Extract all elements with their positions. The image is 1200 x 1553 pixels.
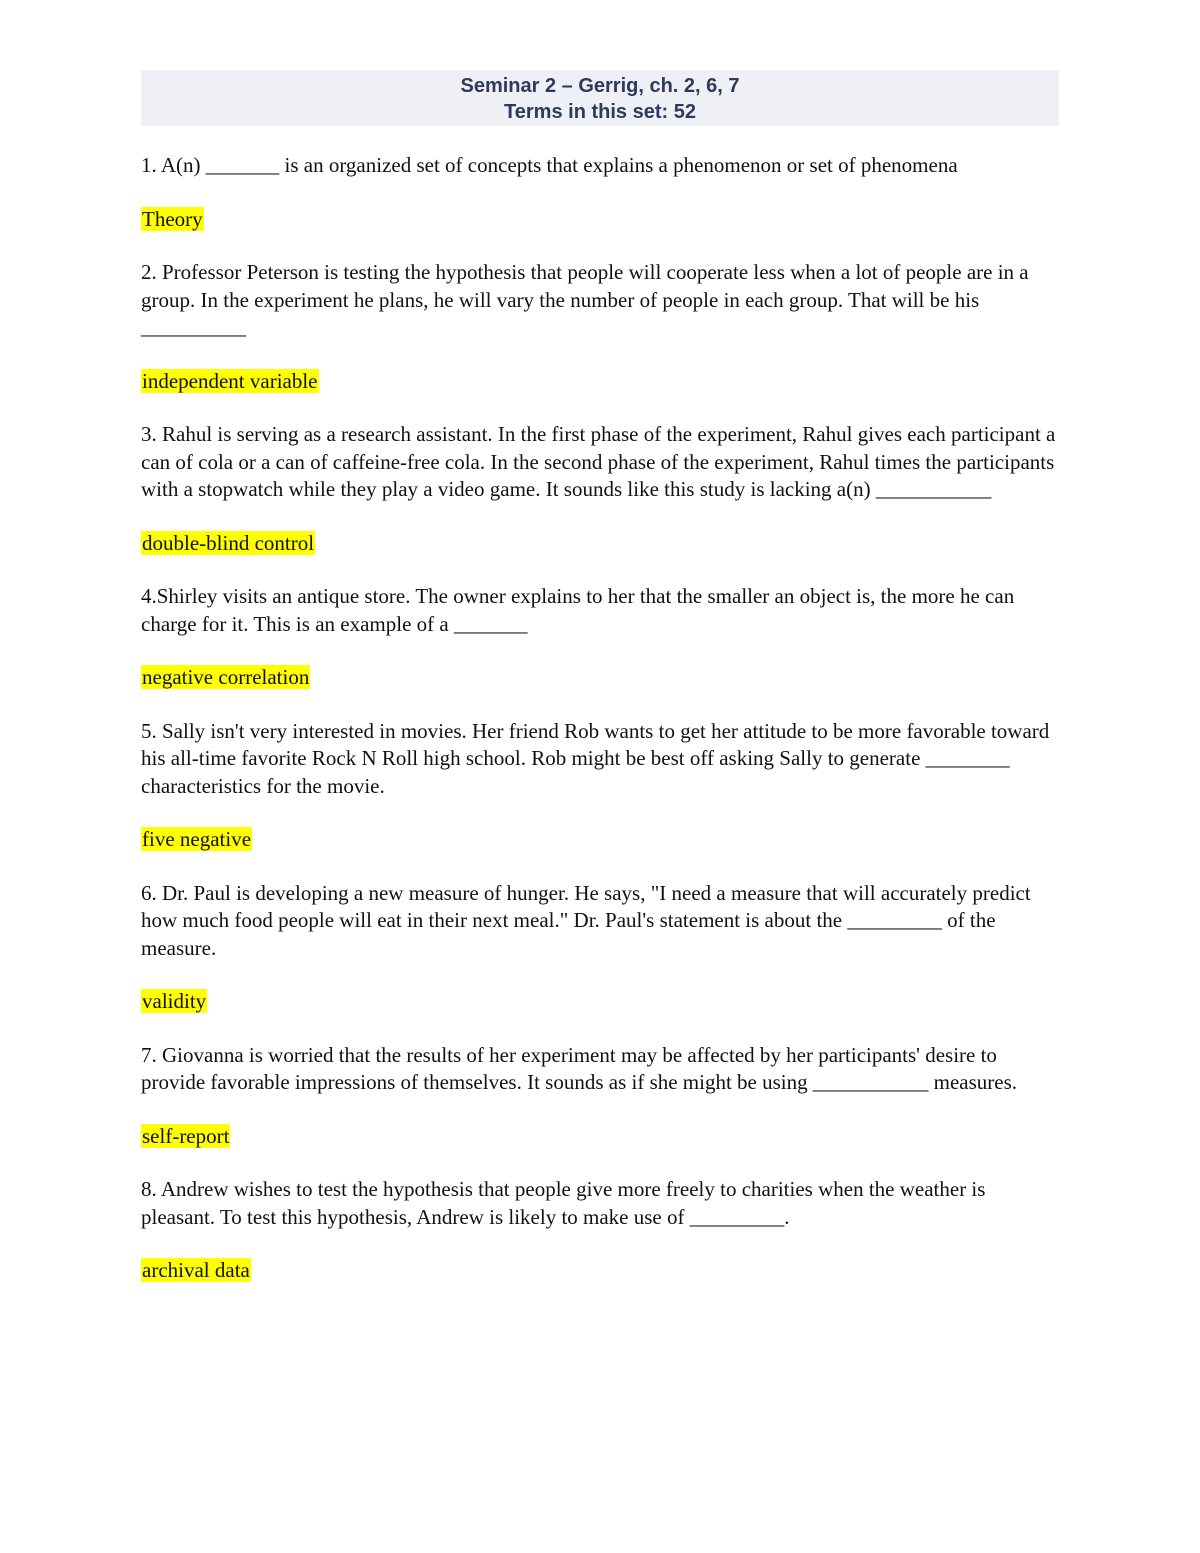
- question-7: 7. Giovanna is worried that the results of her experiment may be affected by her participants' desire to provide favorable impressions of themselves. It sounds as if she might be using ___________ measures.: [141, 1042, 1018, 1094]
- answer-highlight: validity: [142, 989, 207, 1013]
- question-8: 8. Andrew wishes to test the hypothesis that people give more freely to charities when the weather is pleasant. To test this hypothesis, Andrew is likely to make use of _________.: [141, 1177, 986, 1229]
- question-4: 4.Shirley visits an antique store. The owner explains to her that the smaller an object is, the more he can charge for it. This is an example of a _______: [141, 584, 1015, 636]
- answer-highlight: self-report: [142, 1123, 230, 1148]
- answer-highlight: archival data: [142, 1258, 250, 1282]
- question-1: 1. A(n) _______ is an organized set of concepts that explains a phenomenon or set of phenomena: [141, 153, 958, 177]
- answer-7: [141, 1123, 1059, 1151]
- answer-2: [141, 368, 1059, 396]
- answer-8: [141, 1257, 1059, 1285]
- answer-highlight: five negative: [142, 827, 252, 851]
- answer-3: [141, 530, 1059, 558]
- set-header: [141, 70, 1059, 126]
- answer-4: [141, 664, 1059, 692]
- answer-highlight: independent variable: [142, 368, 318, 393]
- answer-highlight: Theory: [142, 206, 203, 231]
- question-6: 6. Dr. Paul is developing a new measure of hunger. He says, "I need a measure that will accurately predict how much food people will eat in their next meal." Dr. Paul's statement is about the _________ of the measure.: [141, 880, 1031, 960]
- answer-highlight: negative correlation: [142, 665, 310, 689]
- question-5: 5. Sally isn't very interested in movies. Her friend Rob wants to get her attitude to be more favorable toward his all-time favorite Rock N Roll high school. Rob might be best off asking Sally to generate ________ characteristics for the movie.: [141, 718, 1050, 798]
- set-title: Seminar 2 – Gerrig, ch. 2, 6, 7: [460, 75, 740, 97]
- question-2: 2. Professor Peterson is testing the hypothesis that people will cooperate less when a lot of people are in a group. In the experiment he plans, he will vary the number of people in each group. That will be his __________: [141, 260, 1029, 339]
- answer-highlight: double-blind control: [142, 530, 315, 555]
- set-term-count: Terms in this set: 52: [504, 101, 696, 123]
- answer-5: [141, 826, 1059, 854]
- question-3: 3. Rahul is serving as a research assistant. In the first phase of the experiment, Rahul gives each participant a can of cola or a can of caffeine-free cola. In the second phase of the experiment, Rahul times the participants with a stopwatch while they play a video game. It sounds like this study is lacking a(n) ___________: [141, 422, 1056, 501]
- question-list: [141, 152, 1059, 1311]
- answer-1: [141, 206, 1059, 234]
- answer-6: [141, 988, 1059, 1016]
